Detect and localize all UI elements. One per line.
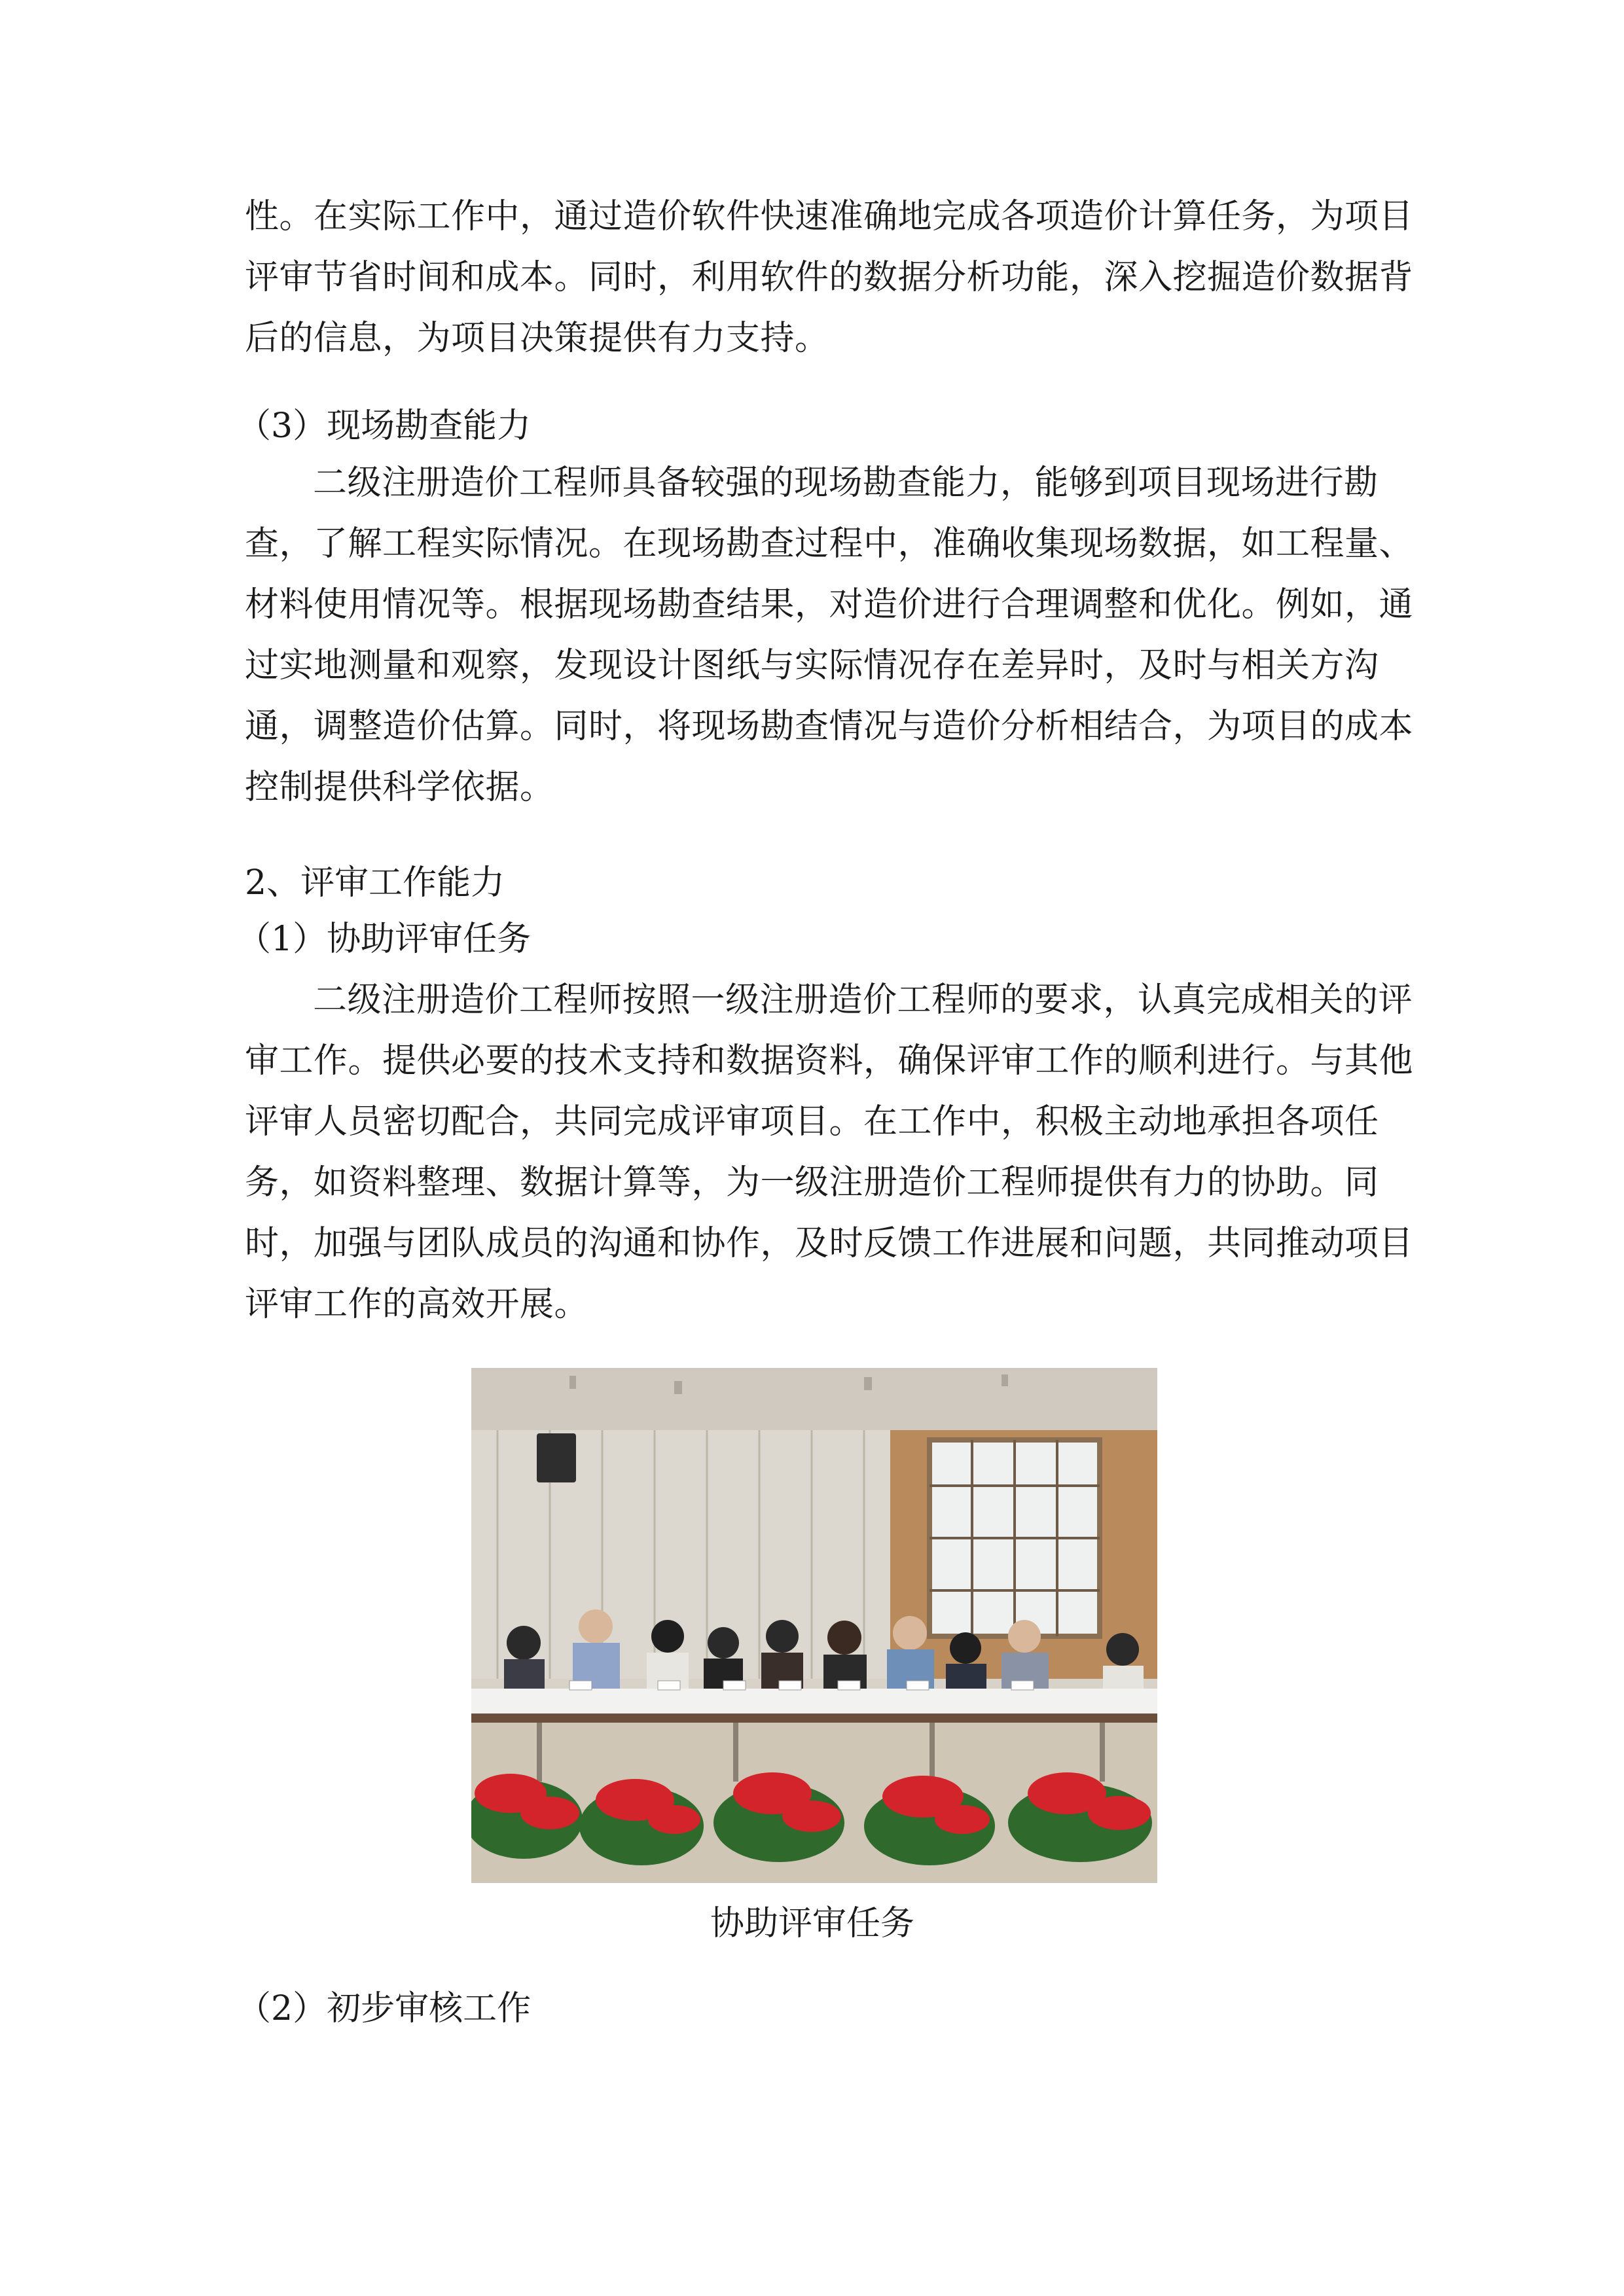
meeting-photo bbox=[471, 1368, 1157, 1883]
paragraph-line: 时，加强与团队成员的沟通和协作，及时反馈工作进展和问题，共同推动项目 bbox=[245, 1224, 1414, 1263]
subheading-preliminary-review: （2）初步审核工作 bbox=[237, 1989, 532, 2028]
paragraph-line: 性。在实际工作中，通过造价软件快速准确地完成各项造价计算任务，为项目 bbox=[245, 197, 1414, 236]
subheading-assist-review: （1）协助评审任务 bbox=[237, 920, 532, 959]
paragraph-line: 后的信息，为项目决策提供有力支持。 bbox=[245, 319, 829, 358]
paragraph-line: 务，如资料整理、数据计算等，为一级注册造价工程师提供有力的协助。同 bbox=[245, 1163, 1379, 1202]
paragraph-line: 通，调整造价估算。同时，将现场勘查情况与造价分析相结合，为项目的成本 bbox=[245, 707, 1414, 746]
paragraph-line: 材料使用情况等。根据现场勘查结果，对造价进行合理调整和优化。例如，通 bbox=[245, 585, 1414, 624]
paragraph-line: 过实地测量和观察，发现设计图纸与实际情况存在差异时，及时与相关方沟 bbox=[245, 646, 1379, 685]
paragraph-line: 评审节省时间和成本。同时，利用软件的数据分析功能，深入挖掘造价数据背 bbox=[245, 258, 1414, 297]
paragraph-line: 评审人员密切配合，共同完成评审项目。在工作中，积极主动地承担各项任 bbox=[245, 1102, 1379, 1141]
subheading-site-survey: （3）现场勘查能力 bbox=[237, 406, 532, 446]
paragraph-line: 审工作。提供必要的技术支持和数据资料，确保评审工作的顺利进行。与其他 bbox=[245, 1041, 1414, 1081]
photo-caption: 协助评审任务 bbox=[710, 1904, 914, 1943]
paragraph-line: 控制提供科学依据。 bbox=[245, 768, 554, 807]
meeting-photo-illustration bbox=[471, 1368, 1157, 1883]
paragraph-line: 评审工作的高效开展。 bbox=[245, 1285, 589, 1324]
section-heading-review: 2、评审工作能力 bbox=[245, 863, 505, 903]
paragraph-line: 查，了解工程实际情况。在现场勘查过程中，准确收集现场数据，如工程量、 bbox=[245, 524, 1414, 564]
paragraph-line: 二级注册造价工程师具备较强的现场勘查能力，能够到项目现场进行勘 bbox=[313, 463, 1379, 503]
paragraph-line: 二级注册造价工程师按照一级注册造价工程师的要求，认真完成相关的评 bbox=[313, 980, 1413, 1020]
